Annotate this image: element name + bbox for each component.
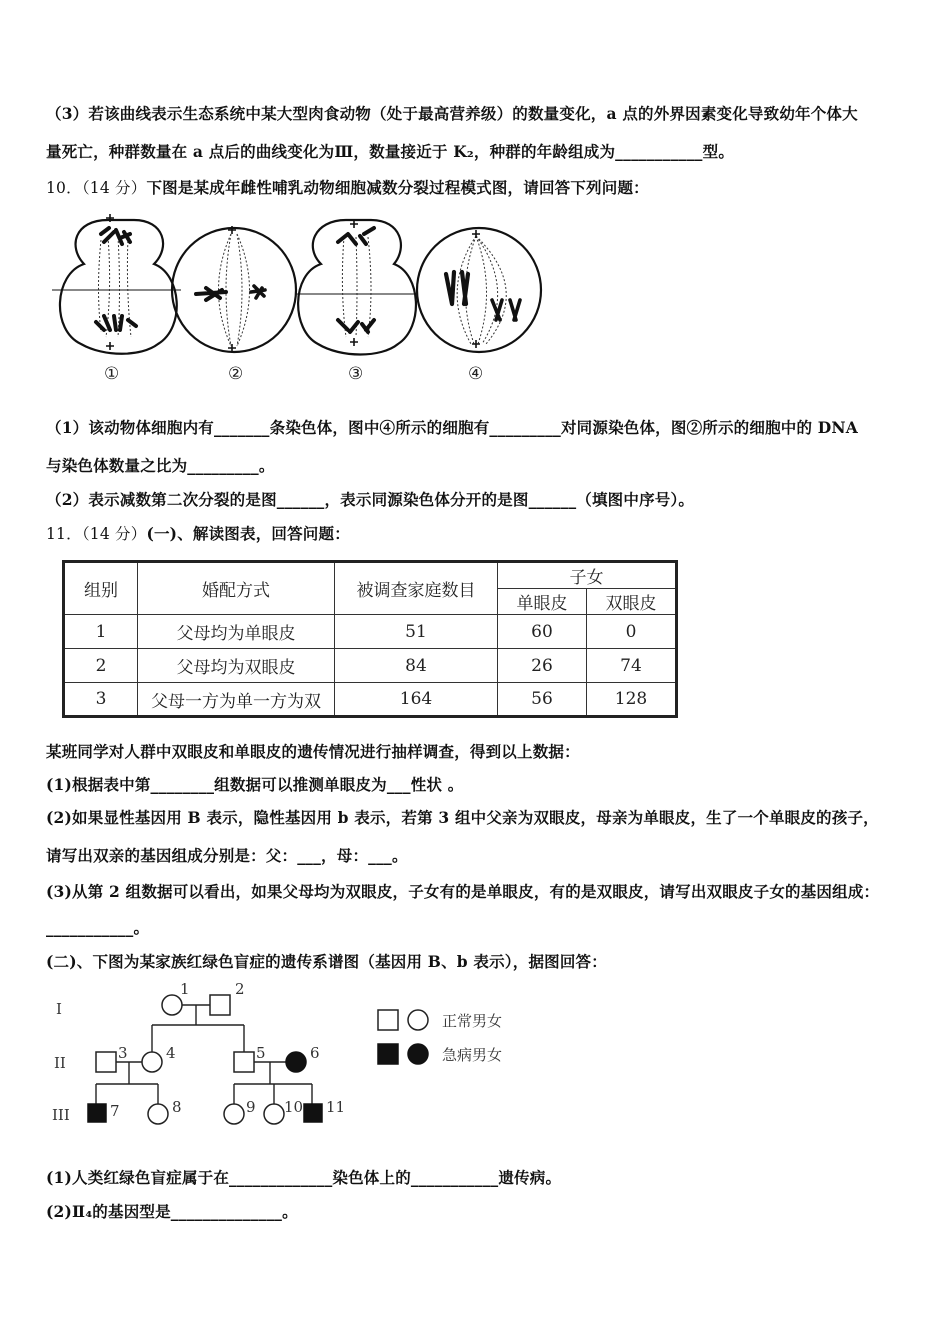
individual-number-9: 9 bbox=[246, 1098, 256, 1116]
generation-label-i: I bbox=[56, 1000, 62, 1018]
q10-number: 10．（14 分） bbox=[46, 179, 147, 197]
table-cell: 74 bbox=[587, 649, 677, 683]
th-marriage: 婚配方式 bbox=[138, 562, 335, 615]
table-cell: 56 bbox=[498, 683, 587, 717]
cell-diagram-4 bbox=[417, 228, 541, 384]
individual-number-3: 3 bbox=[118, 1044, 128, 1062]
individual-9 bbox=[224, 1104, 244, 1124]
eyelid-table-wrapper bbox=[62, 560, 678, 718]
individual-3 bbox=[96, 1052, 116, 1072]
individual-2 bbox=[210, 995, 230, 1015]
individual-number-2: 2 bbox=[235, 980, 245, 998]
pedigree-chart bbox=[46, 980, 546, 1132]
individual-8 bbox=[148, 1104, 168, 1124]
q11-header bbox=[46, 522, 350, 544]
meiosis-cell-diagrams bbox=[46, 212, 546, 384]
legend-affected-text: 急病男女 bbox=[442, 1046, 503, 1064]
table-cell: 84 bbox=[335, 649, 498, 683]
q11-number: 11．（14 分） bbox=[46, 525, 147, 543]
individual-4 bbox=[142, 1052, 162, 1072]
table-row bbox=[64, 649, 677, 683]
q11-part2-stem: (二)、下图为某家族红绿色盲症的遗传系谱图（基因用 B、b 表示），据图回答： bbox=[46, 952, 607, 971]
cell-label-1: ① bbox=[104, 364, 120, 384]
individual-number-1: 1 bbox=[180, 980, 190, 998]
table-cell: 父母均为单眼皮 bbox=[138, 615, 335, 649]
table-row bbox=[64, 615, 677, 649]
cell-diagram-2 bbox=[172, 226, 296, 384]
cell-label-4: ④ bbox=[468, 364, 484, 384]
q11-intro: 某班同学对人群中双眼皮和单眼皮的遗传情况进行抽样调查，得到以上数据： bbox=[46, 742, 580, 761]
q10-stem: 下图是某成年雌性哺乳动物细胞减数分裂过程模式图，请回答下列问题： bbox=[146, 178, 649, 197]
cell-diagram-1 bbox=[52, 214, 181, 384]
cell-label-2: ② bbox=[228, 364, 244, 384]
q10-part2: （2）表示减数第二次分裂的是图______，表示同源染色体分开的是图______（填图中序号）。 bbox=[46, 490, 695, 509]
individual-number-4: 4 bbox=[166, 1044, 176, 1062]
cell-diagram-3 bbox=[296, 220, 418, 384]
q11-pedigree-q1: (1)人类红绿色盲症属于在_____________染色体上的___________遗传病。 bbox=[46, 1168, 562, 1187]
individual-7 bbox=[88, 1104, 106, 1122]
table-cell: 60 bbox=[498, 615, 587, 649]
individual-11 bbox=[304, 1104, 322, 1122]
table-cell: 父母一方为单一方为双 bbox=[138, 683, 335, 717]
q10-part1-line1: （1）该动物体细胞内有_______条染色体，图中④所示的细胞有_________对同源染色体，图②所示的细胞中的 DNA bbox=[46, 418, 859, 437]
q11-p1: (1)根据表中第________组数据可以推测单眼皮为___性状 。 bbox=[46, 775, 464, 794]
individual-number-6: 6 bbox=[310, 1044, 320, 1062]
table-cell: 0 bbox=[587, 615, 677, 649]
th-children: 子女 bbox=[498, 562, 677, 589]
individual-number-10: 10 bbox=[284, 1098, 304, 1116]
th-double-eyelid: 双眼皮 bbox=[587, 589, 677, 615]
individual-number-8: 8 bbox=[172, 1098, 182, 1116]
cell-label-3: ③ bbox=[348, 364, 364, 384]
table-cell: 2 bbox=[64, 649, 138, 683]
q10-header bbox=[46, 176, 649, 198]
legend-normal-male bbox=[378, 1010, 398, 1030]
q9-part3-line1: （3）若该曲线表示生态系统中某大型肉食动物（处于最高营养级）的数量变化，a 点的外界因素变化导致幼年个体大 bbox=[46, 104, 858, 123]
individual-6 bbox=[286, 1052, 306, 1072]
legend-normal-female bbox=[408, 1010, 428, 1030]
individual-1 bbox=[162, 995, 182, 1015]
q11-pedigree-q2: (2)Ⅱ₄的基因型是______________。 bbox=[46, 1202, 298, 1221]
q11-stem: (一)、解读图表，回答问题： bbox=[146, 524, 350, 543]
q10-part1-line2: 与染色体数量之比为_________。 bbox=[46, 456, 275, 475]
table-cell: 父母均为双眼皮 bbox=[138, 649, 335, 683]
individual-number-7: 7 bbox=[110, 1102, 120, 1120]
th-group: 组别 bbox=[64, 562, 138, 615]
individual-5 bbox=[234, 1052, 254, 1072]
q9-part3-line2: 量死亡，种群数量在 a 点后的曲线变化为Ⅲ，数量接近于 K₂，种群的年龄组成为___________型。 bbox=[46, 142, 735, 161]
table-cell: 164 bbox=[335, 683, 498, 717]
individual-10 bbox=[264, 1104, 284, 1124]
q11-p3-line1: (3)从第 2 组数据可以看出，如果父母均为双眼皮，子女有的是单眼皮，有的是双眼皮，请写出双眼皮子女的基因组成： bbox=[46, 882, 880, 901]
table-cell: 51 bbox=[335, 615, 498, 649]
legend-normal-text: 正常男女 bbox=[442, 1012, 503, 1030]
generation-label-ii: II bbox=[54, 1054, 66, 1072]
table-cell: 1 bbox=[64, 615, 138, 649]
individual-number-5: 5 bbox=[256, 1044, 266, 1062]
eyelid-survey-table bbox=[62, 560, 678, 718]
q11-p3-line2: ___________。 bbox=[46, 918, 150, 937]
th-single-eyelid: 单眼皮 bbox=[498, 589, 587, 615]
individual-number-11: 11 bbox=[326, 1098, 346, 1116]
table-cell: 128 bbox=[587, 683, 677, 717]
generation-label-iii: III bbox=[52, 1106, 70, 1124]
legend-affected-female bbox=[408, 1044, 428, 1064]
table-cell: 26 bbox=[498, 649, 587, 683]
table-row bbox=[64, 683, 677, 717]
q11-p2-line2: 请写出双亲的基因组成分别是：父：___，母：___。 bbox=[46, 846, 408, 865]
q11-p2-line1: (2)如果显性基因用 B 表示，隐性基因用 b 表示，若第 3 组中父亲为双眼皮，母亲为单眼皮，生了一个单眼皮的孩子， bbox=[46, 808, 879, 827]
table-cell: 3 bbox=[64, 683, 138, 717]
th-families: 被调查家庭数目 bbox=[335, 562, 498, 615]
legend-affected-male bbox=[378, 1044, 398, 1064]
